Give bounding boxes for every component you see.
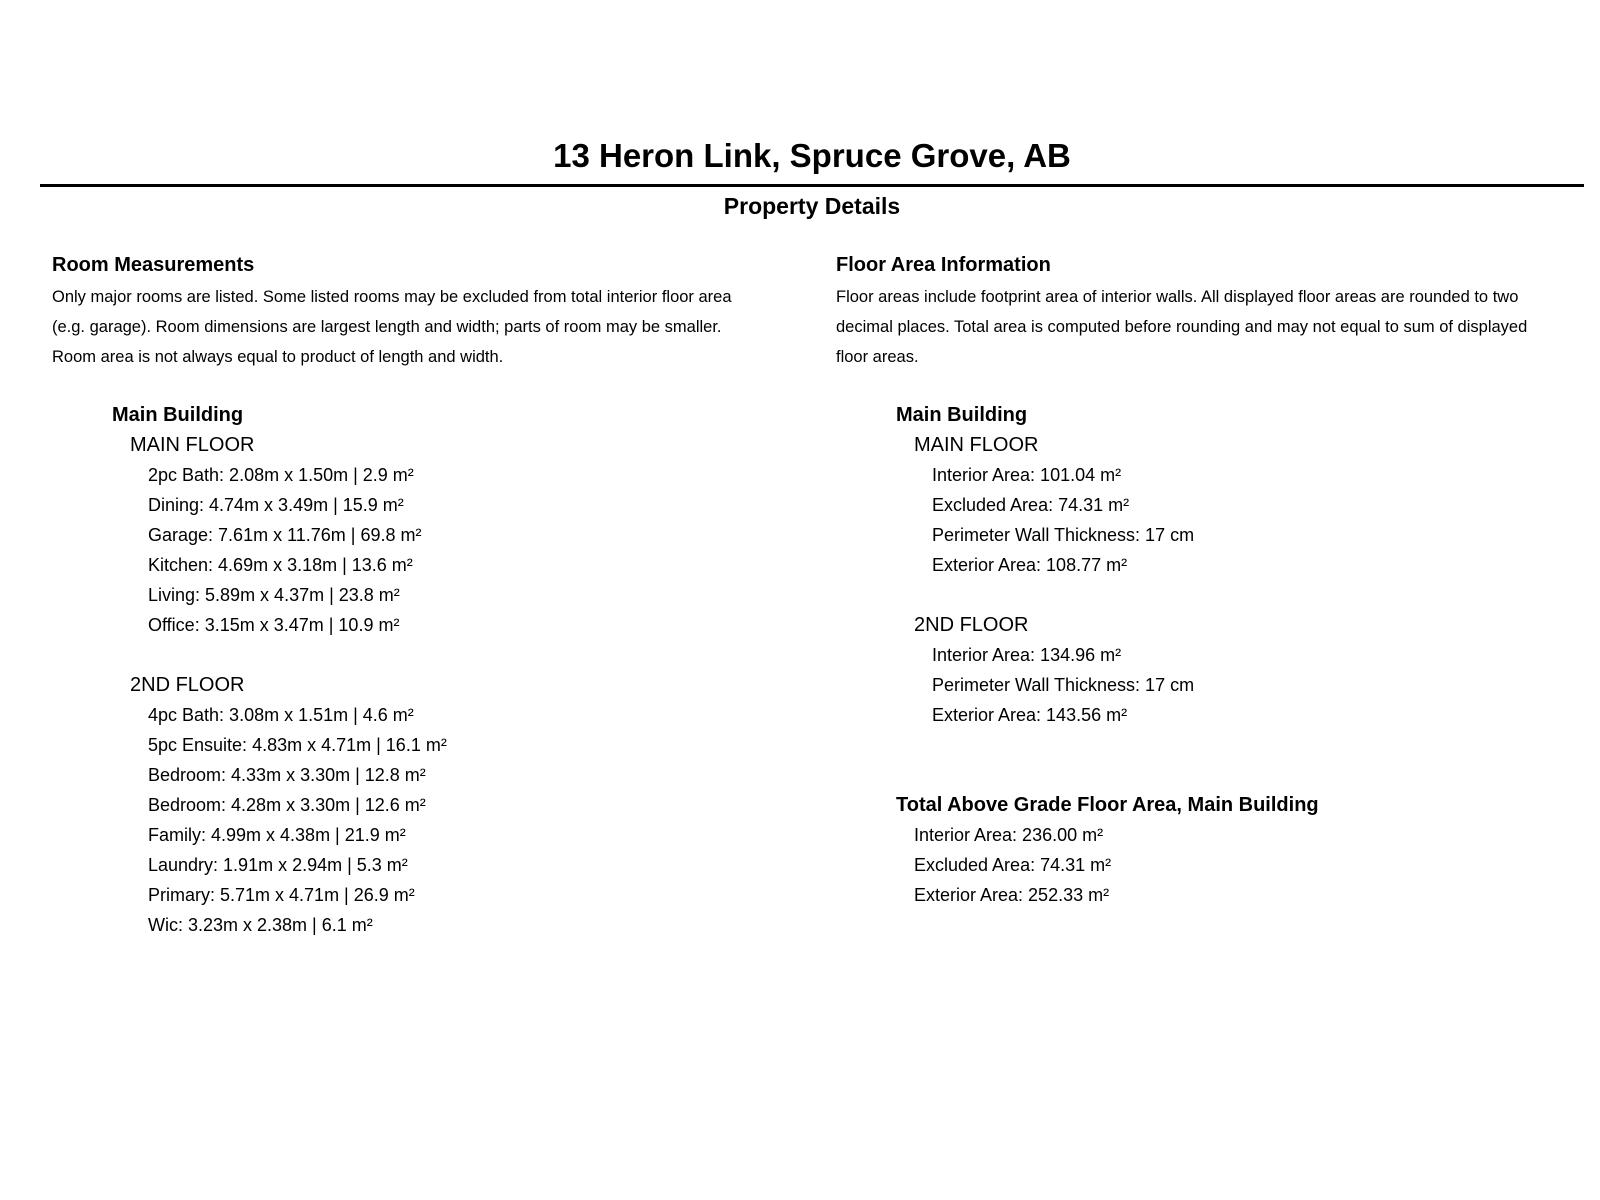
room-item: 4pc Bath: 3.08m x 1.51m | 4.6 m²	[148, 705, 414, 725]
title-divider	[40, 184, 1584, 187]
area-item: Excluded Area: 74.31 m²	[932, 495, 1130, 515]
area-item: Perimeter Wall Thickness: 17 cm	[932, 675, 1195, 695]
floor-area-heading: Floor Area Information	[836, 254, 1051, 276]
floor-area-description	[836, 282, 1596, 372]
description-line: Floor areas include footprint area of interior walls. All displayed floor areas are rounded to two	[836, 288, 1519, 306]
room-measurements-section	[52, 252, 812, 940]
room-item: Garage: 7.61m x 11.76m | 69.8 m²	[148, 525, 422, 545]
room-building-block	[112, 400, 812, 940]
description-line: decimal places. Total area is computed before rounding and may not equal to sum of displayed	[836, 318, 1528, 336]
room-item: Laundry: 1.91m x 2.94m | 5.3 m²	[148, 855, 408, 875]
total-area-item: Interior Area: 236.00 m²	[914, 825, 1104, 845]
floor-heading-main: MAIN FLOOR	[914, 434, 1039, 456]
area-item: Interior Area: 101.04 m²	[932, 465, 1122, 485]
room-item: 2pc Bath: 2.08m x 1.50m | 2.9 m²	[148, 465, 414, 485]
room-item: Kitchen: 4.69m x 3.18m | 13.6 m²	[148, 555, 413, 575]
area-item: Interior Area: 134.96 m²	[932, 645, 1122, 665]
room-measurements-heading: Room Measurements	[52, 254, 255, 276]
room-item: 5pc Ensuite: 4.83m x 4.71m | 16.1 m²	[148, 735, 447, 755]
floor-heading-second: 2ND FLOOR	[130, 674, 245, 696]
description-line: (e.g. garage). Room dimensions are largest length and width; parts of room may be smaller.	[52, 318, 722, 336]
room-item: Living: 5.89m x 4.37m | 23.8 m²	[148, 585, 400, 605]
room-item: Office: 3.15m x 3.47m | 10.9 m²	[148, 615, 400, 635]
room-item: Dining: 4.74m x 3.49m | 15.9 m²	[148, 495, 404, 515]
area-item: Perimeter Wall Thickness: 17 cm	[932, 525, 1195, 545]
room-item: Wic: 3.23m x 2.38m | 6.1 m²	[148, 915, 373, 935]
room-item: Bedroom: 4.33m x 3.30m | 12.8 m²	[148, 765, 426, 785]
total-area-item: Exterior Area: 252.33 m²	[914, 885, 1110, 905]
description-line: Room area is not always equal to product of length and width.	[52, 348, 504, 366]
total-area-heading: Total Above Grade Floor Area, Main Building	[896, 794, 1319, 816]
room-item: Primary: 5.71m x 4.71m | 26.9 m²	[148, 885, 415, 905]
floor-heading-second: 2ND FLOOR	[914, 614, 1029, 636]
area-item: Exterior Area: 108.77 m²	[932, 555, 1128, 575]
floor-heading-main: MAIN FLOOR	[130, 434, 255, 456]
room-item: Bedroom: 4.28m x 3.30m | 12.6 m²	[148, 795, 426, 815]
room-item: Family: 4.99m x 4.38m | 21.9 m²	[148, 825, 406, 845]
building-heading: Main Building	[896, 404, 1028, 426]
description-line: floor areas.	[836, 348, 919, 366]
room-measurements-description	[52, 282, 812, 372]
description-line: Only major rooms are listed. Some listed rooms may be excluded from total interior floor area	[52, 288, 732, 306]
floor-area-section	[836, 252, 1596, 910]
area-building-block	[896, 400, 1596, 910]
page-subtitle: Property Details	[723, 193, 901, 219]
page-title: 13 Heron Link, Spruce Grove, AB	[553, 137, 1071, 174]
total-area-item: Excluded Area: 74.31 m²	[914, 855, 1112, 875]
building-heading: Main Building	[112, 404, 244, 426]
area-item: Exterior Area: 143.56 m²	[932, 705, 1128, 725]
